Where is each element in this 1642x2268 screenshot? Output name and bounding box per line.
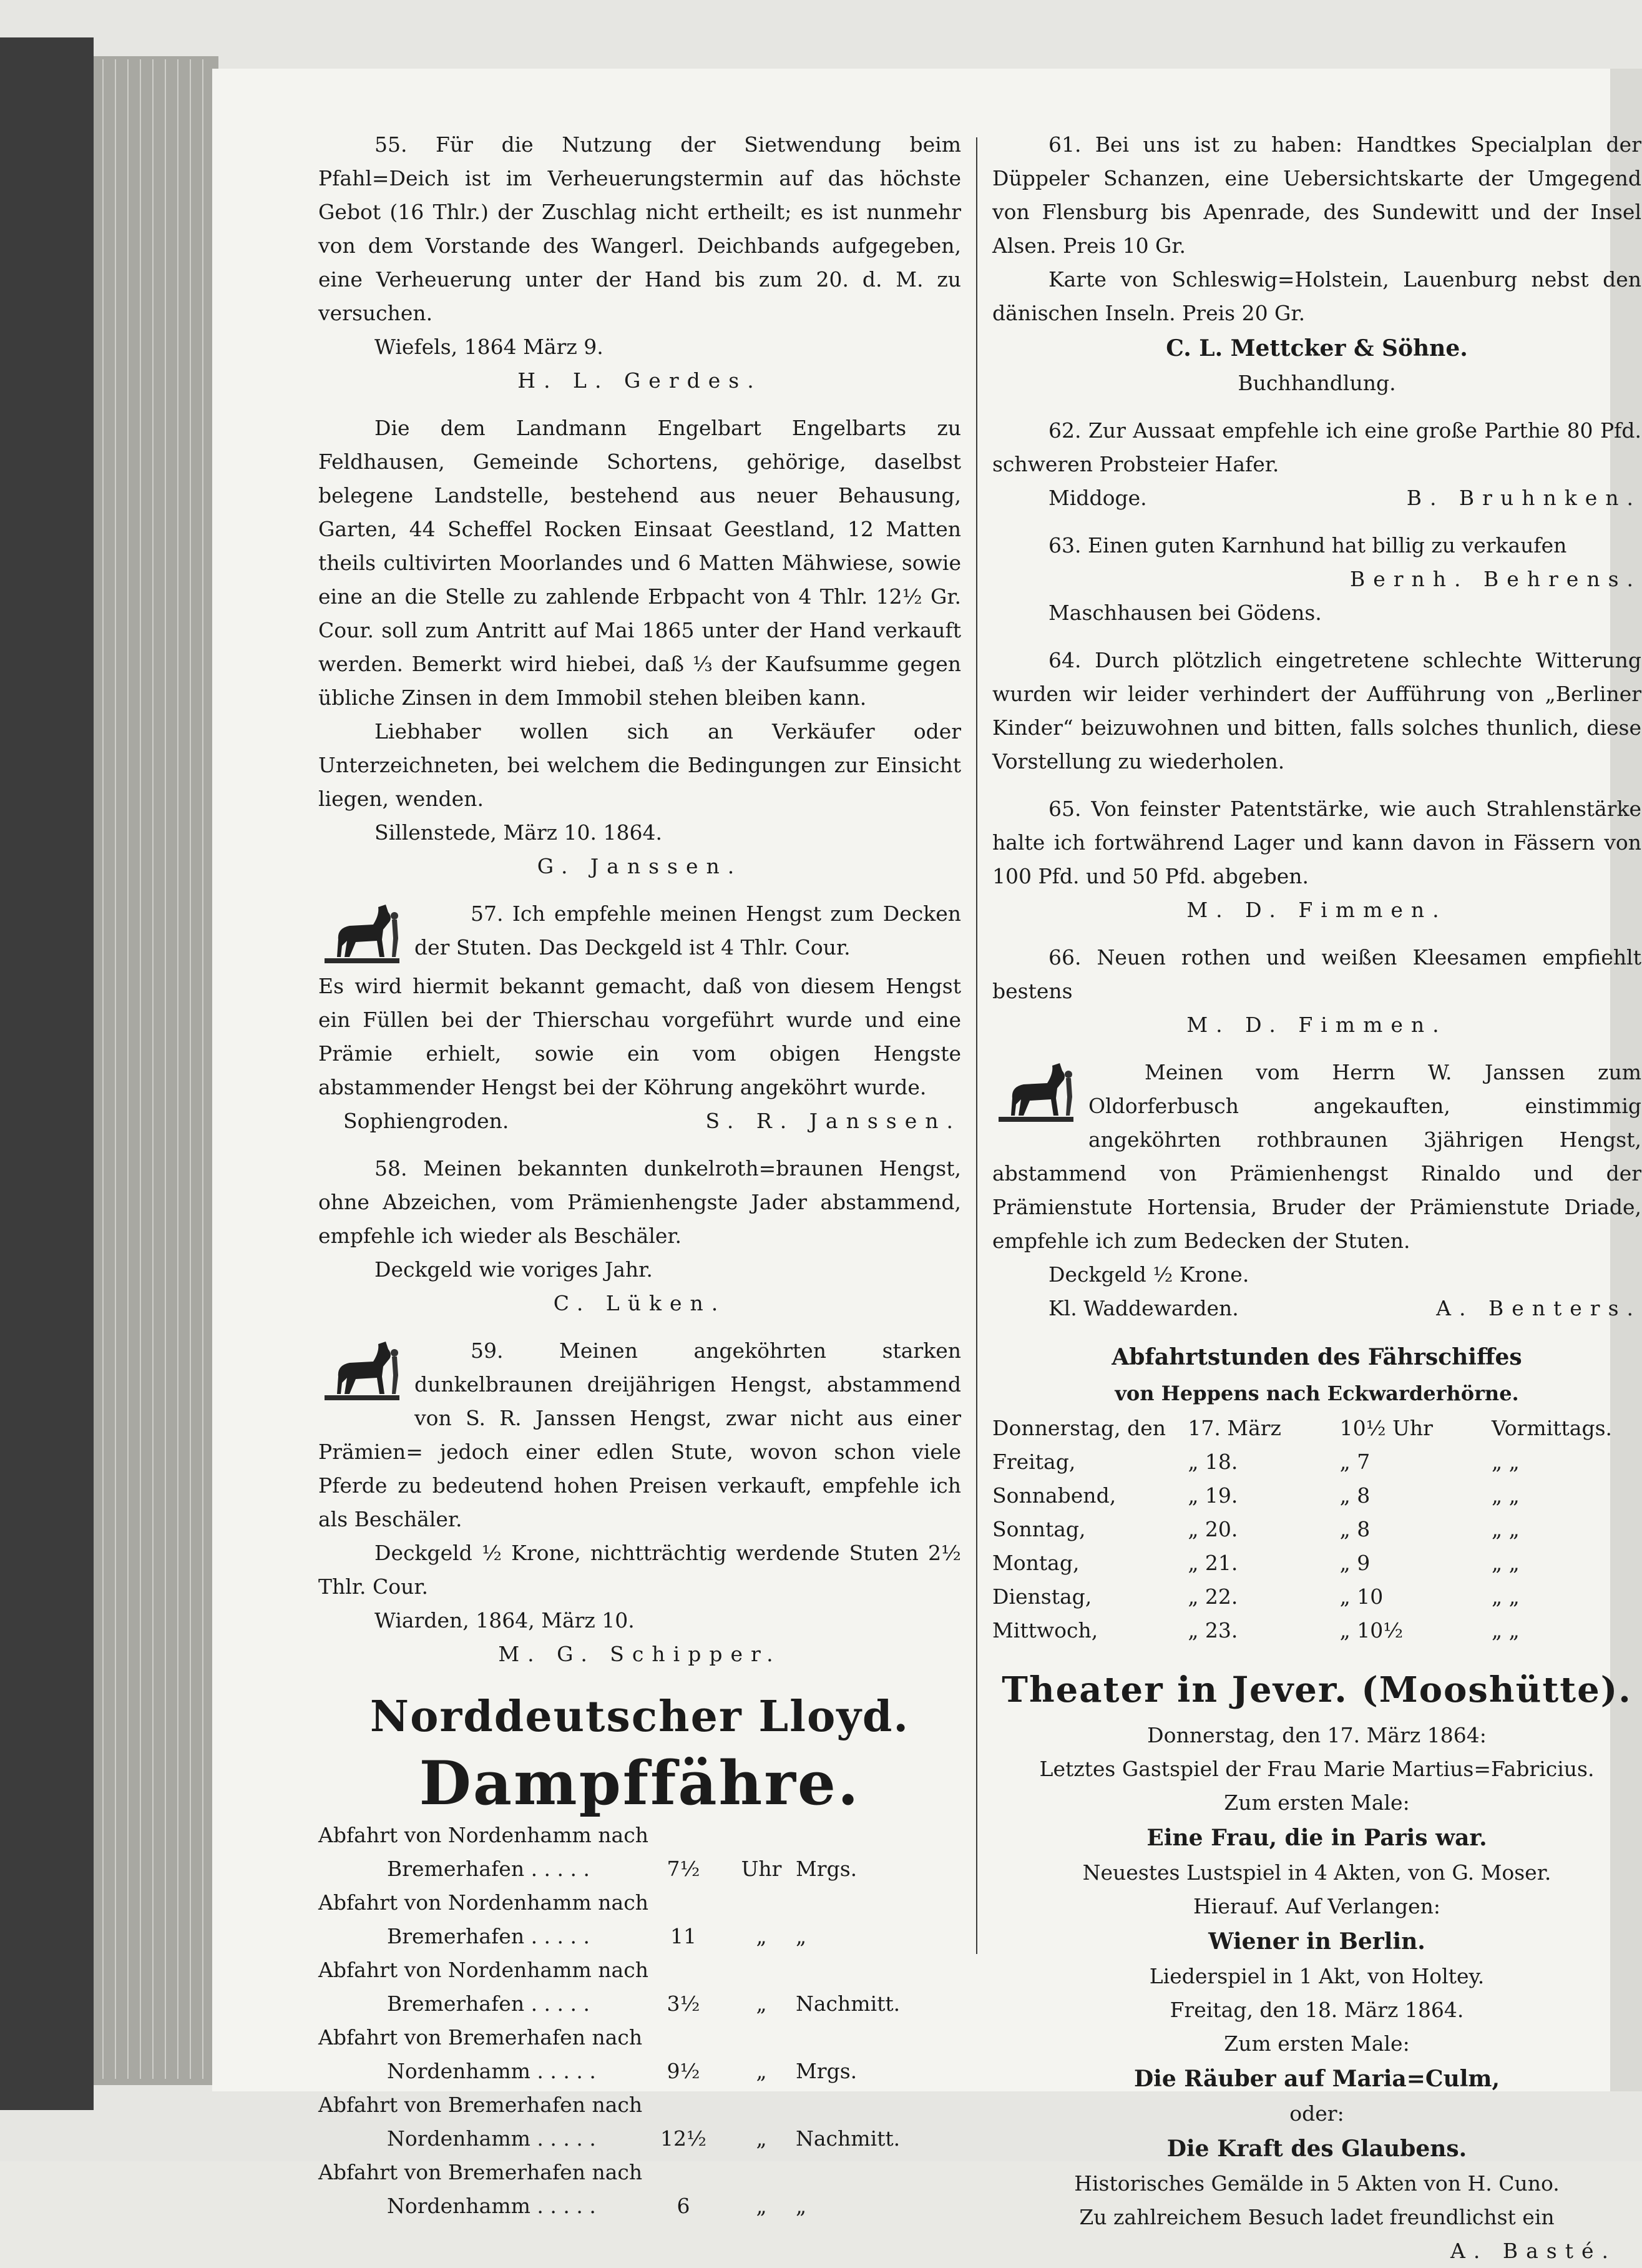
ad-59-text: 59. Meinen angeköhrten starken dunkelbraunen dreijährigen Hengst, abstammend von S. R. Janssen Hengst, zwar nicht aus einer Prämien= jedoch einer edlen Stute, wovon schon viele Pferde zu bedeutend hohen Preisen verkauft, empfehle ich als Beschäler.	[318, 1338, 961, 1531]
lloyd-cell-a: Bremerhafen . . . . .	[387, 1857, 590, 1881]
ferry-row	[992, 1411, 1641, 1445]
ad-62-place: Middoge.	[1048, 486, 1147, 510]
lloyd-cell-c: „	[756, 2059, 767, 2083]
theater-line-6: Hierauf. Auf Verlangen:	[1193, 1894, 1440, 1918]
lloyd-cell-b: 12½	[660, 2126, 706, 2151]
lloyd-cell-b: 9½	[667, 2059, 700, 2083]
lloyd-cell-b	[836, 1886, 906, 1920]
ferry-cell-day: Mittwoch,	[992, 1618, 1098, 1642]
ad-64	[992, 644, 1641, 778]
ad-56-text2: Liebhaber wollen sich an Verkäufer oder Unterzeichneten, bei welchem die Bedingungen zur Einsicht liegen, wenden.	[318, 719, 961, 811]
ad-64-text: 64. Durch plötzlich eingetretene schlechte Witterung wurden wir leider verhindert der Aufführung von „Berliner Kinder“ beizuwohnen und bitten, falls solches thunlich, diese Vorstellung zu wiederholen.	[992, 648, 1641, 773]
ad-57	[318, 897, 961, 1138]
ferry-cell-day: Montag,	[992, 1551, 1080, 1575]
ad-horse-signature: A. Benters.	[1436, 1296, 1641, 1320]
lloyd-cell-a: Nordenhamm . . . . .	[387, 2059, 596, 2083]
lloyd-row	[318, 2156, 961, 2189]
ad-55-place: Wiefels, 1864 März 9.	[374, 335, 604, 359]
ferry-cell-note: „ „	[1491, 1483, 1520, 1508]
ferry-cell-time: „ 9	[1339, 1551, 1371, 1575]
ad-66	[992, 941, 1641, 1042]
lloyd-cell-d: „	[796, 2194, 807, 2218]
lloyd-cell-d: Mrgs.	[796, 1857, 858, 1881]
lloyd-cell-a: Abfahrt von Nordenhamm nach	[318, 1890, 648, 1915]
ad-65	[992, 792, 1641, 927]
lloyd-row	[318, 1886, 961, 1920]
column-divider	[976, 137, 977, 1954]
right-column	[992, 128, 1641, 2268]
ferry-cell-time: „ 10	[1339, 1584, 1384, 1609]
ad-horse-text2: Deckgeld ½ Krone.	[1048, 1262, 1249, 1287]
lloyd-cell-a: Abfahrt von Bremerhafen nach	[318, 2093, 643, 2117]
ferry-row	[992, 1580, 1641, 1614]
ferry-cell-date: „ 18.	[1188, 1450, 1238, 1474]
ad-57-signature: S. R. Janssen.	[705, 1109, 961, 1133]
lloyd-cell-c: „	[756, 1991, 767, 2016]
theater-line-1: Donnerstag, den 17. März 1864:	[1147, 1723, 1487, 1747]
ferry-cell-time: „ 7	[1339, 1450, 1371, 1474]
theater-line-2: Letztes Gastspiel der Frau Marie Martius=Fabricius.	[1039, 1757, 1595, 1781]
ferry-cell-time: „ 8	[1339, 1483, 1371, 1508]
ad-61-text: 61. Bei uns ist zu haben: Handtkes Specialplan der Düppeler Schanzen, eine Uebersichtskarte der Umgegend von Flensburg bis Apenrade, des Sundewitt und der Insel Alsen. Preis 10 Gr.	[992, 132, 1641, 258]
ad-58-text: 58. Meinen bekannten dunkelroth=braunen Hengst, ohne Abzeichen, vom Prämienhengste Jader abstammend, empfehle ich wieder als Beschäler.	[318, 1156, 961, 1248]
ad-61-signature: C. L. Mettcker & Söhne.	[1166, 335, 1468, 361]
lloyd-cell-a: Nordenhamm . . . . .	[387, 2126, 596, 2151]
ferry-cell-note: „ „	[1491, 1450, 1520, 1474]
theater-line-9: Freitag, den 18. März 1864.	[1170, 1998, 1464, 2022]
lloyd-row	[318, 2122, 961, 2156]
ferry-cell-day: Dienstag,	[992, 1584, 1092, 1609]
left-column	[318, 128, 961, 2223]
ad-63-text: 63. Einen guten Karnhund hat billig zu verkaufen	[1048, 533, 1567, 557]
ferry-cell-note: „ „	[1491, 1618, 1520, 1642]
lloyd-cell-a: Abfahrt von Bremerhafen nach	[318, 2025, 643, 2050]
theater-line-3: Zum ersten Male:	[1224, 1790, 1410, 1815]
lloyd-cell-d: „	[796, 1924, 807, 1948]
ad-horse-text: Meinen vom Herrn W. Janssen zum Oldorferbusch angekauften, einstimmig angeköhrten rothbraunen 3jährigen Hengst, abstammend von Prämienhengst Rinaldo und der Prämienstute Hortensia, Bruder der Prämienstute Driade, empfehle ich zum Bedecken der Stuten.	[992, 1060, 1641, 1253]
ferry-cell-time: „ 10½	[1339, 1618, 1404, 1642]
ad-56-place: Sillenstede, März 10. 1864.	[374, 820, 662, 845]
lloyd-ad	[318, 1690, 961, 2223]
ferry-cell-date: „ 19.	[1188, 1483, 1238, 1508]
ferry-row	[992, 1614, 1641, 1647]
ad-58-text2: Deckgeld wie voriges Jahr.	[374, 1257, 653, 1282]
ad-62	[992, 414, 1641, 515]
ferry-cell-day: Sonntag,	[992, 1517, 1086, 1541]
horse-icon	[992, 1059, 1080, 1127]
lloyd-cell-a: Abfahrt von Nordenhamm nach	[318, 1823, 648, 1847]
lloyd-row	[318, 2088, 961, 2122]
horse-icon	[318, 901, 406, 968]
theater-line-8: Liederspiel in 1 Akt, von Holtey.	[1149, 1964, 1485, 1988]
lloyd-cell-c: „	[756, 1924, 767, 1948]
theater-signature: A. Basté.	[1450, 2239, 1616, 2263]
ad-61	[992, 128, 1641, 400]
ad-57-place	[318, 1104, 961, 1138]
ferry-heading: Abfahrtstunden des Fährschiffes	[1112, 1344, 1522, 1370]
lloyd-cell-c	[906, 2088, 961, 2122]
lloyd-heading: Norddeutscher Lloyd.	[369, 1692, 910, 1742]
ad-57-text2: Es wird hiermit bekannt gemacht, daß von diesem Hengst ein Füllen bei der Thierschau vorgeführt wurde und eine Prämie erhielt, sowie ein vom obigen Hengste abstammender Hengst bei der Köhrung angeköhrt wurde.	[318, 974, 961, 1099]
ad-62-signature: B. Bruhnken.	[1406, 486, 1641, 510]
lloyd-cell-a: Bremerhafen . . . . .	[387, 1991, 590, 2016]
lloyd-cell-b	[836, 2088, 906, 2122]
lloyd-cell-d: Nachmitt.	[796, 2126, 901, 2151]
lloyd-cell-a: Bremerhafen . . . . .	[387, 1924, 590, 1948]
ad-63-place: Maschhausen bei Gödens.	[1048, 601, 1322, 625]
lloyd-cell-d: Mrgs.	[796, 2059, 858, 2083]
lloyd-row	[318, 2054, 961, 2088]
ad-66-text: 66. Neuen rothen und weißen Kleesamen empfiehlt bestens	[992, 945, 1641, 1003]
lloyd-cell-b: 6	[677, 2194, 690, 2218]
lloyd-cell-a: Abfahrt von Bremerhafen nach	[318, 2160, 643, 2184]
ad-62-footer	[992, 481, 1641, 515]
ad-59-place: Wiarden, 1864, März 10.	[374, 1608, 635, 1632]
lloyd-cell-b: 11	[670, 1924, 696, 1948]
theater-heading: Theater in Jever. (Mooshütte).	[1002, 1669, 1632, 1711]
ferry-cell-note: Vormittags.	[1491, 1416, 1613, 1440]
ad-63-signature: Bernh. Behrens.	[1349, 567, 1641, 591]
ferry-row	[992, 1513, 1641, 1546]
lloyd-row	[318, 2189, 961, 2223]
lloyd-row	[318, 1987, 961, 2021]
lloyd-timetable	[318, 1819, 961, 2223]
lloyd-subheading: Dampffähre.	[419, 1748, 861, 1819]
ad-horse-place: Kl. Waddewarden.	[1048, 1296, 1239, 1320]
lloyd-cell-a: Abfahrt von Nordenhamm nach	[318, 1958, 648, 1982]
ad-59	[318, 1334, 961, 1671]
ferry-ad	[992, 1339, 1641, 1647]
ad-55-signature: H. L. Gerdes.	[517, 368, 762, 393]
ferry-cell-date: „ 21.	[1188, 1551, 1238, 1575]
ferry-cell-date: „ 23.	[1188, 1618, 1238, 1642]
theater-title-3: Die Räuber auf Maria=Culm,	[1133, 2066, 1500, 2092]
ferry-cell-note: „ „	[1491, 1517, 1520, 1541]
lloyd-row	[318, 1819, 961, 1852]
ferry-cell-day: Freitag,	[992, 1450, 1076, 1474]
ferry-cell-date: „ 22.	[1188, 1584, 1238, 1609]
lloyd-row	[318, 2021, 961, 2054]
ad-59-signature: M. G. Schipper.	[498, 1642, 781, 1666]
newspaper-page	[218, 94, 1641, 2263]
lloyd-row	[318, 1953, 961, 1987]
lloyd-cell-b: 3½	[667, 1991, 700, 2016]
ferry-row	[992, 1445, 1641, 1479]
ferry-row	[992, 1479, 1641, 1513]
ad-61-sub: Buchhandlung.	[1238, 371, 1396, 395]
ad-56-signature: G. Janssen.	[537, 854, 743, 878]
ferry-subheading: von Heppens nach Eckwarderhörne.	[1115, 1382, 1519, 1405]
ad-65-text: 65. Von feinster Patentstärke, wie auch Strahlenstärke halte ich fortwährend Lager und kann davon in Fässern von 100 Pfd. und 50 Pfd. abgeben.	[992, 797, 1641, 888]
ferry-row	[992, 1546, 1641, 1580]
theater-line-15: Zu zahlreichem Besuch ladet freundlichst ein	[1079, 2205, 1555, 2229]
lloyd-cell-d: Nachmitt.	[796, 1991, 901, 2016]
lloyd-cell-b	[836, 2156, 906, 2189]
theater-line-5: Neuestes Lustspiel in 4 Akten, von G. Moser.	[1082, 1860, 1552, 1885]
lloyd-cell-c	[906, 1819, 961, 1852]
ad-56-text: Die dem Landmann Engelbart Engelbarts zu Feldhausen, Gemeinde Schortens, gehörige, daselbst belegene Landstelle, bestehend aus neuer Behausung, Garten, 44 Scheffel Rocken Einsaat Geestland, 12 Matten theils cultivirten Moorlandes und 6 Matten Mähwiese, sowie eine an die Stelle zu zahlende Erbpacht von 4 Thlr. 12½ Gr. Cour. soll zum Antritt auf Mai 1865 unter der Hand verkauft werden. Bemerkt wird hiebei, daß ⅓ der Kaufsumme gegen übliche Zinsen in dem Immobil stehen bleiben kann.	[318, 416, 961, 710]
ad-57-place-label: Sophiengroden.	[343, 1109, 509, 1133]
theater-line-10: Zum ersten Male:	[1224, 2031, 1410, 2056]
lloyd-cell-c	[906, 2021, 961, 2054]
lloyd-cell-c: Uhr	[741, 1857, 782, 1881]
lloyd-cell-c: „	[756, 2194, 767, 2218]
lloyd-cell-a: Nordenhamm . . . . .	[387, 2194, 596, 2218]
lloyd-cell-b	[836, 1953, 906, 1987]
ferry-cell-time: „ 8	[1339, 1517, 1371, 1541]
ad-59-text2: Deckgeld ½ Krone, nichtträchtig werdende Stuten 2½ Thlr. Cour.	[318, 1541, 961, 1599]
ad-55-text: 55. Für die Nutzung der Sietwendung beim Pfahl=Deich ist im Verheuerungstermin auf das höchste Gebot (16 Thlr.) der Zuschlag nicht ertheilt; es ist nunmehr von dem Vorstande des Wangerl. Deichbands aufgegeben, eine Verheuerung unter der Hand bis zum 20. d. M. zu versuchen.	[318, 132, 961, 325]
lloyd-cell-c: „	[756, 2126, 767, 2151]
ferry-cell-note: „ „	[1491, 1551, 1520, 1575]
lloyd-cell-b	[836, 2021, 906, 2054]
lloyd-cell-c	[906, 1886, 961, 1920]
ad-63	[992, 529, 1641, 630]
ad-56	[318, 411, 961, 883]
theater-title-1: Eine Frau, die in Paris war.	[1146, 1825, 1487, 1851]
ad-horse-footer	[992, 1292, 1641, 1325]
lloyd-row	[318, 1920, 961, 1953]
ad-58-signature: C. Lüken.	[553, 1291, 726, 1315]
ad-62-text: 62. Zur Aussaat empfehle ich eine große Parthie 80 Pfd. schweren Probsteier Hafer.	[992, 418, 1641, 476]
lloyd-cell-b	[836, 1819, 906, 1852]
ad-66-signature: M. D. Fimmen.	[1186, 1013, 1447, 1037]
ad-61-text2: Karte von Schleswig=Holstein, Lauenburg nebst den dänischen Inseln. Preis 20 Gr.	[992, 267, 1641, 325]
ad-57-text: 57. Ich empfehle meinen Hengst zum Decken der Stuten. Das Deckgeld ist 4 Thlr. Cour.	[414, 901, 961, 960]
ferry-timetable	[992, 1411, 1641, 1647]
lloyd-cell-b: 7½	[667, 1857, 700, 1881]
theater-title-2: Wiener in Berlin.	[1208, 1928, 1425, 1955]
theater-title-4: Die Kraft des Glaubens.	[1166, 2136, 1467, 2162]
ferry-cell-date: 17. März	[1188, 1416, 1281, 1440]
ferry-cell-time: 10½ Uhr	[1339, 1416, 1433, 1440]
theater-line-14: Historisches Gemälde in 5 Akten von H. Cuno.	[1074, 2171, 1560, 2196]
theater-ad	[992, 1666, 1641, 2268]
ad-55	[318, 128, 961, 398]
theater-line-12: oder:	[1289, 2101, 1344, 2126]
ferry-cell-note: „ „	[1491, 1584, 1520, 1609]
ad-58	[318, 1152, 961, 1320]
ferry-cell-day: Donnerstag, den	[992, 1416, 1166, 1440]
ad-horse	[992, 1056, 1641, 1325]
lloyd-row	[318, 1852, 961, 1886]
horse-icon	[318, 1338, 406, 1405]
ferry-cell-date: „ 20.	[1188, 1517, 1238, 1541]
lloyd-cell-c	[906, 1953, 961, 1987]
ferry-cell-day: Sonnabend,	[992, 1483, 1117, 1508]
ad-65-signature: M. D. Fimmen.	[1186, 898, 1447, 922]
lloyd-cell-c	[906, 2156, 961, 2189]
